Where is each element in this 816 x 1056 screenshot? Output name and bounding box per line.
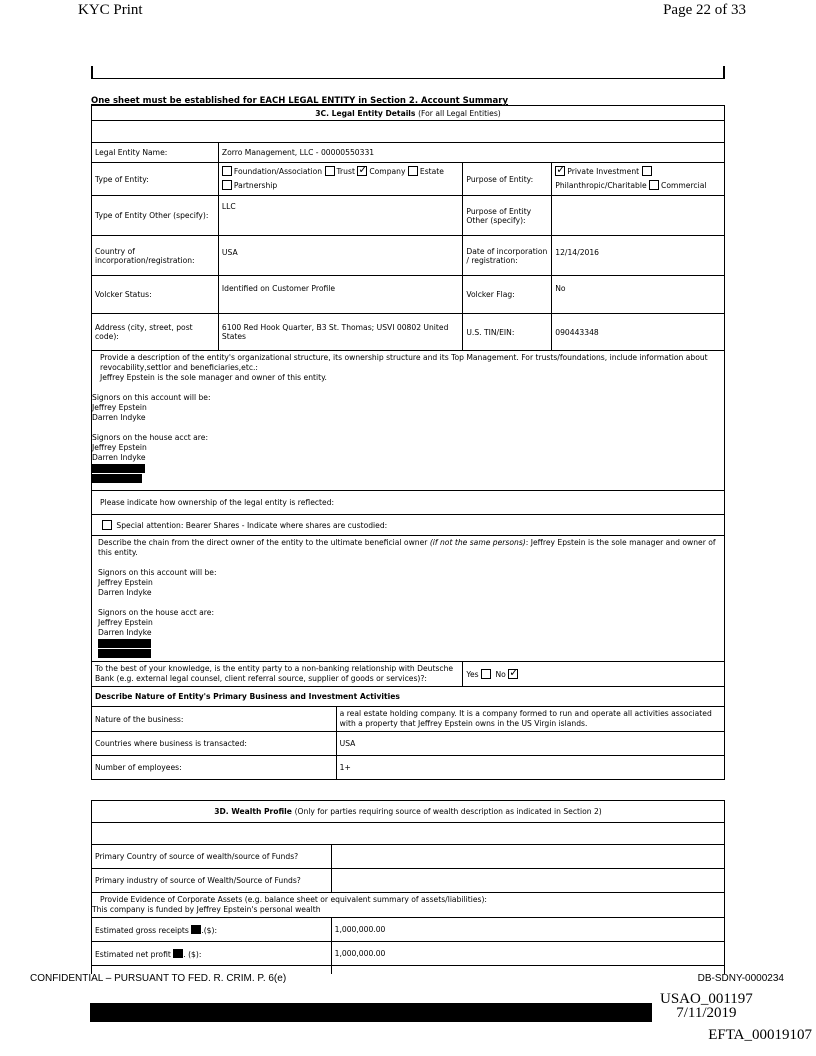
- evidence-value: This company is funded by Jeffrey Epstein's personal wealth: [92, 905, 321, 914]
- instruction-text: One sheet must be established for EACH LEGAL ENTITY in Section 2. Account Summary: [91, 96, 509, 106]
- bates-number: DB-SDNY-0000234: [697, 973, 784, 984]
- volcker-status-label: Volcker Status:: [92, 276, 219, 314]
- yes-checkbox[interactable]: [481, 669, 491, 679]
- volcker-flag-label: Volcker Flag:: [463, 276, 552, 314]
- address-label: Address (city, street, post code):: [92, 314, 219, 351]
- redaction-block: [191, 925, 201, 934]
- bearer-shares-row: [92, 515, 725, 536]
- wealth-country-label: Primary Country of source of wealth/source of Funds?: [92, 845, 332, 869]
- redaction-block: [173, 949, 183, 958]
- nature-label: Nature of the business:: [92, 707, 337, 732]
- purpose-label: Purpose of Entity:: [463, 163, 552, 196]
- wealth-profile-title: 3D. Wealth Profile (Only for parties requiring source of wealth description as indicated in Section 2): [92, 801, 725, 823]
- stamp-date: 7/11/2019: [676, 1005, 737, 1021]
- countries-label: Countries where business is transacted:: [92, 732, 337, 756]
- legal-entity-table: [91, 105, 725, 780]
- nonbanking-question: To the best of your knowledge, is the entity party to a non-banking relationship with Deutsche Bank (e.g. external legal counsel, client referral source, supplier of goods or services)?:: [92, 662, 463, 687]
- redaction-block: [92, 464, 145, 473]
- evidence-prompt: Provide Evidence of Corporate Assets (e.g. balance sheet or equivalent summary of assets/liabilities):: [100, 895, 487, 904]
- redaction-bar: [90, 1003, 652, 1022]
- usao-number: USAO_001197: [660, 991, 753, 1007]
- country-value: USA: [218, 236, 462, 276]
- section-divider: [91, 66, 725, 79]
- house-signor-name: Darren Indyke: [92, 453, 146, 462]
- bearer-shares-checkbox[interactable]: [102, 520, 112, 530]
- purpose-other-label: Purpose of Entity Other (specify):: [463, 196, 552, 236]
- confidential-notice: CONFIDENTIAL – PURSUANT TO FED. R. CRIM. P. 6(e): [30, 973, 287, 984]
- header-title: KYC Print: [78, 2, 143, 18]
- house-signors-heading: Signors on the house acct are:: [92, 433, 208, 442]
- usao-stamp: [660, 992, 753, 1020]
- company-checkbox[interactable]: [357, 166, 367, 176]
- incorporation-date-label: Date of incorporation / registration:: [463, 236, 552, 276]
- page-number: Page 22 of 33: [663, 2, 746, 18]
- no-checkbox[interactable]: [508, 669, 518, 679]
- wealth-industry-value: [331, 869, 724, 893]
- volcker-flag-value: No: [552, 276, 725, 314]
- tin-label: U.S. TIN/EIN:: [463, 314, 552, 351]
- legal-entity-title: 3C. Legal Entity Details (For all Legal Entities): [92, 106, 725, 121]
- net-profit-value: 1,000,000.00: [331, 942, 724, 966]
- corporate-assets-evidence: [92, 893, 725, 918]
- nature-value: a real estate holding company. It is a company formed to run and operate all activities associated with a property that Jeffrey Epstein owns in the US Virgin islands.: [336, 707, 724, 732]
- employees-value: 1+: [336, 756, 724, 780]
- house-signor-name: Jeffrey Epstein: [92, 443, 147, 452]
- signors-heading: Signors on this account will be:: [92, 393, 211, 402]
- signors-heading: Signors on this account will be:: [98, 568, 217, 577]
- countries-value: USA: [336, 732, 724, 756]
- type-other-label: Type of Entity Other (specify):: [92, 196, 219, 236]
- purpose-options: ✓Private Investment Philanthropic/Charitable Commercial: [552, 163, 725, 196]
- structure-description: [92, 351, 725, 491]
- signor-name: Darren Indyke: [92, 413, 146, 422]
- wealth-country-value: [331, 845, 724, 869]
- legal-entity-name-value: Zorro Management, LLC - 00000550331: [218, 143, 724, 163]
- partnership-checkbox[interactable]: [222, 180, 232, 190]
- signor-name: Darren Indyke: [98, 588, 152, 597]
- address-value: 6100 Red Hook Quarter, B3 St. Thomas; USVI 00802 United States: [218, 314, 462, 351]
- wealth-industry-label: Primary industry of source of Wealth/Source of Funds?: [92, 869, 332, 893]
- trust-checkbox[interactable]: [325, 166, 335, 176]
- ownership-chain-text: Describe the chain from the direct owner of the entity to the ultimate beneficial owner (if not the same persons): Jeffrey Epstein is the sole manager and owner of this entity.: [98, 538, 716, 557]
- redaction-block: [98, 649, 151, 658]
- efta-number: EFTA_00019107: [708, 1027, 812, 1043]
- house-signor-name: Darren Indyke: [98, 628, 152, 637]
- gross-receipts-label: Estimated gross receipts .($):: [92, 918, 332, 942]
- employees-label: Number of employees:: [92, 756, 337, 780]
- table-row: [331, 966, 724, 974]
- entity-type-label: Type of Entity:: [92, 163, 219, 196]
- purpose-other-value: [552, 196, 725, 236]
- commercial-checkbox[interactable]: [649, 180, 659, 190]
- redaction-block: [92, 474, 142, 483]
- tin-value: 090443348: [552, 314, 725, 351]
- structure-answer: Jeffrey Epstein is the sole manager and owner of this entity.: [100, 373, 327, 382]
- signor-name: Jeffrey Epstein: [92, 403, 147, 412]
- entity-type-options: Foundation/Association Trust ✓ Company Estate Partnership: [218, 163, 462, 196]
- private-investment-checkbox[interactable]: [555, 166, 565, 176]
- nonbanking-answer: Yes No ✓: [463, 662, 725, 687]
- house-signors-heading: Signors on the house acct are:: [98, 608, 214, 617]
- gross-receipts-value: 1,000,000.00: [331, 918, 724, 942]
- structure-prompt: Provide a description of the entity's organizational structure, its ownership structure and its Top Management. For trusts/foundations, include information about revocability,settlor and beneficiaries,etc.:: [100, 353, 708, 372]
- house-signor-name: Jeffrey Epstein: [98, 618, 153, 627]
- philanthropic-checkbox[interactable]: [642, 166, 652, 176]
- bearer-shares-label: Special attention: Bearer Shares - Indicate where shares are custodied:: [116, 521, 388, 530]
- ownership-chain: [92, 536, 725, 662]
- type-other-value: LLC: [218, 196, 462, 236]
- legal-entity-name-label: Legal Entity Name:: [92, 143, 219, 163]
- estate-checkbox[interactable]: [408, 166, 418, 176]
- signor-name: Jeffrey Epstein: [98, 578, 153, 587]
- spacer: [92, 121, 725, 143]
- business-heading: Describe Nature of Entity's Primary Business and Investment Activities: [92, 687, 725, 707]
- foundation-checkbox[interactable]: [222, 166, 232, 176]
- redaction-block: [98, 639, 151, 648]
- incorporation-date-value: 12/14/2016: [552, 236, 725, 276]
- ownership-prompt: Please indicate how ownership of the legal entity is reflected:: [92, 491, 725, 515]
- wealth-profile-table: [91, 800, 725, 974]
- spacer: [92, 823, 725, 845]
- country-label: Country of incorporation/registration:: [92, 236, 219, 276]
- net-profit-label: Estimated net profit . ($):: [92, 942, 332, 966]
- volcker-status-value: Identified on Customer Profile: [218, 276, 462, 314]
